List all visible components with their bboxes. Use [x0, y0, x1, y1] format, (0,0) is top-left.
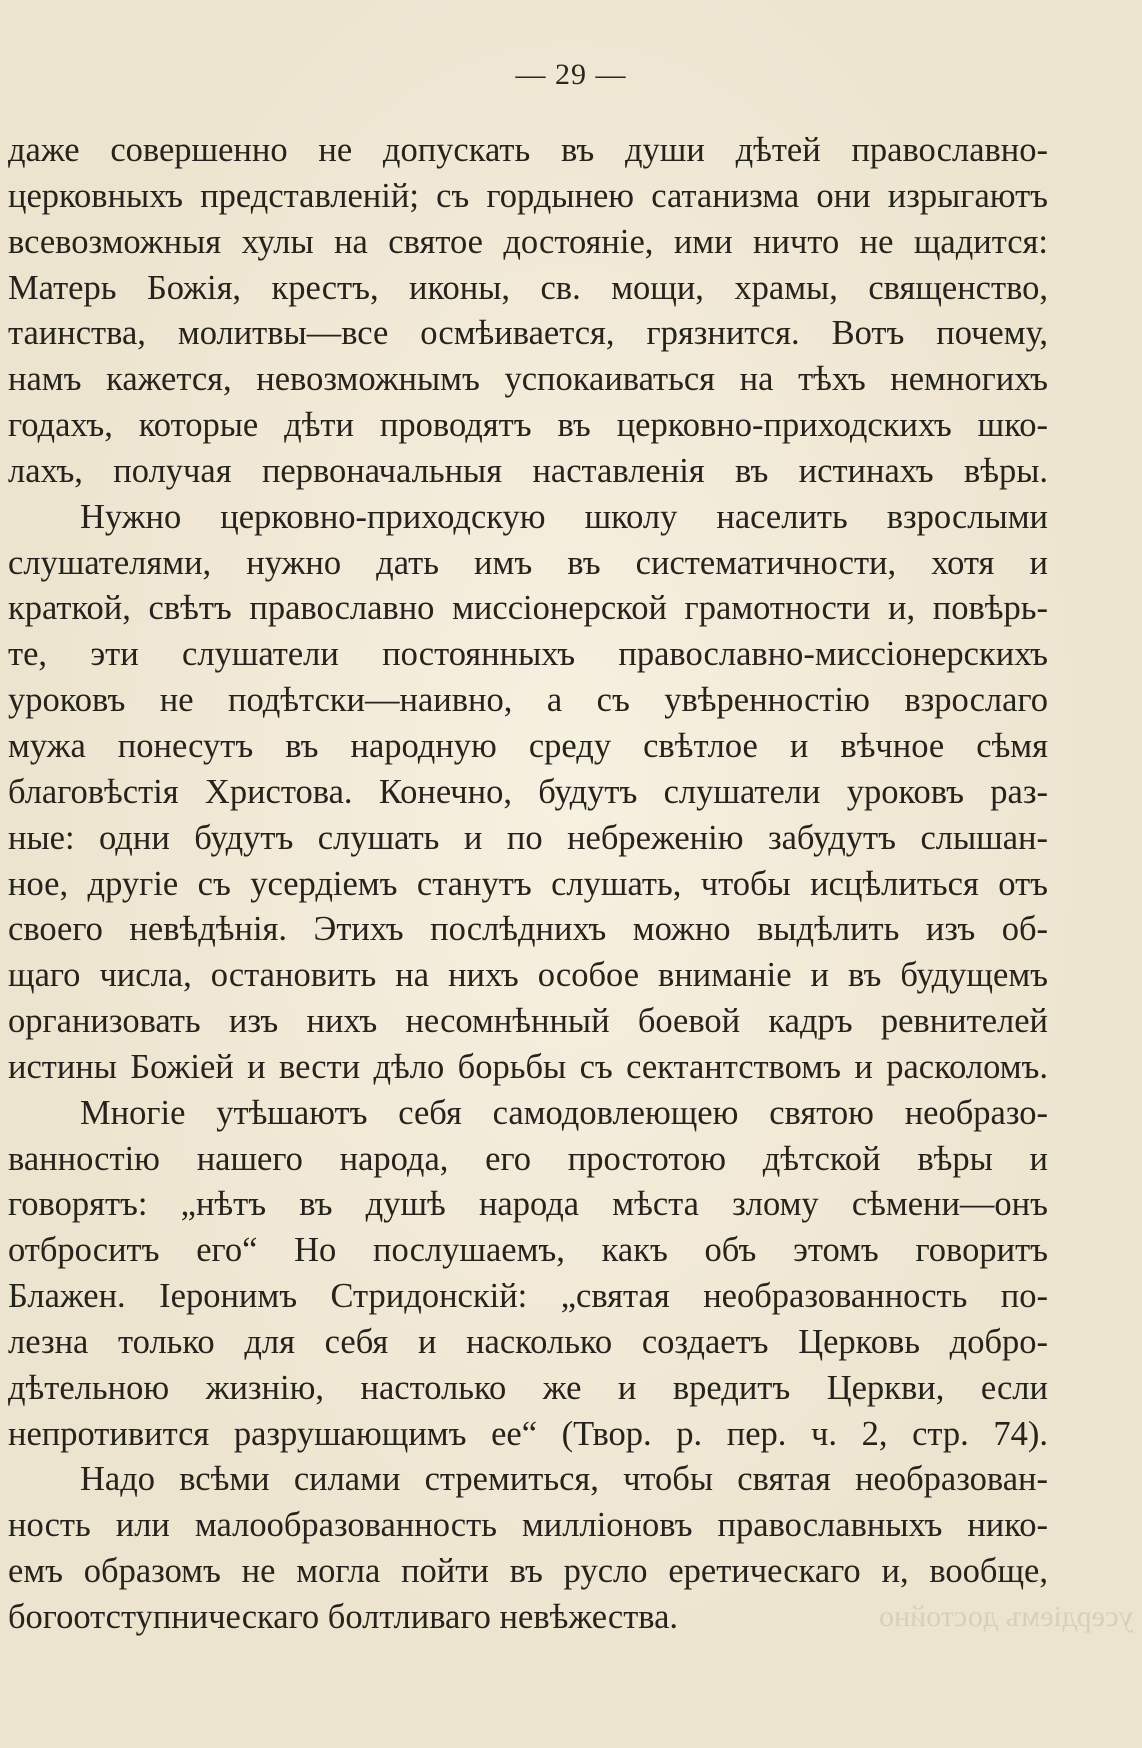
paragraph-3: [8, 1091, 1048, 1458]
text-line: емъ образомъ не могла пойти въ русло еретическаго и, вообще,: [8, 1552, 1048, 1591]
text-line: лезна только для себя и насколько создаетъ Церковь добро-: [8, 1322, 1048, 1361]
text-line: мужа понесутъ въ народную среду свѣтлое и вѣчное сѣмя: [8, 726, 1048, 765]
text-line: говорятъ: „нѣтъ въ душѣ народа мѣста злому сѣмени—онъ: [8, 1185, 1048, 1224]
text-line: Матерь Божія, крестъ, иконы, св. мощи, храмы, священство,: [8, 268, 1048, 307]
page-number: — 29 —: [515, 58, 627, 91]
text-line: истины Божіей и вести дѣло борьбы съ сектантствомъ и расколомъ.: [8, 1047, 1048, 1086]
text-line: краткой, свѣтъ православно миссіонерской грамотности и, повѣрь-: [8, 589, 1048, 628]
text-line: непротивится разрушающимъ ее“ (Твор. р. пер. ч. 2, стр. 74).: [8, 1414, 1048, 1453]
text-line: уроковъ не подѣтски—наивно, а съ увѣренностію взрослаго: [8, 681, 1048, 720]
paragraph-2: [8, 495, 1048, 1091]
text-line: щаго числа, остановить на нихъ особое вниманіе и въ будущемъ: [8, 956, 1048, 995]
text-line: Надо всѣми силами стремиться, чтобы святая необразован-: [80, 1460, 1048, 1499]
text-line: ное, другіе съ усердіемъ станутъ слушать, чтобы исцѣлиться отъ: [8, 864, 1048, 903]
paragraph-1: [8, 128, 1048, 495]
text-line: всевозможныя хулы на святое достояніе, ими ничто не щадится:: [8, 222, 1048, 261]
text-line: намъ кажется, невозможнымъ успокаиваться на тѣхъ немногихъ: [8, 360, 1048, 399]
text-line: даже совершенно не допускать въ души дѣтей православно-: [8, 131, 1048, 169]
text-line: церковныхъ представленій; съ гордынею сатанизма они изрыгаютъ: [8, 176, 1048, 215]
text-line: своего невѣдѣнія. Этихъ послѣднихъ можно выдѣлить изъ об-: [8, 910, 1048, 949]
text-line: ность или малообразованность милліоновъ православныхъ нико-: [8, 1506, 1048, 1545]
body-text: [8, 128, 1048, 1641]
text-line: ные: одни будутъ слушать и по небреженію забудутъ слышан-: [8, 818, 1048, 857]
text-line: Блажен. Іеронимъ Стридонскій: „святая необразованность по-: [8, 1277, 1048, 1316]
text-line: таинства, молитвы—все осмѣивается, грязнится. Вотъ почему,: [8, 314, 1048, 353]
text-line: организовать изъ нихъ несомнѣнный боевой кадръ ревнителей: [8, 1002, 1048, 1041]
text-line: лахъ, получая первоначальныя наставленія въ истинахъ вѣры.: [8, 451, 1048, 490]
text-line: слушателями, нужно дать имъ въ систематичности, хотя и: [8, 543, 1048, 582]
text-line: Нужно церковно-приходскую школу населить взрослыми: [80, 497, 1048, 536]
bleed-through-text: усердіемъ достойно: [879, 1600, 1134, 1633]
text-line: дѣтельною жизнію, настолько же и вредитъ Церкви, если: [8, 1368, 1048, 1407]
text-line: те, эти слушатели постоянныхъ православно-миссіонерскихъ: [8, 635, 1048, 674]
text-line: ванностію нашего народа, его простотою дѣтской вѣры и: [8, 1139, 1048, 1178]
text-line: Многіе утѣшаютъ себя самодовлеющею святою необразо-: [80, 1093, 1048, 1132]
text-line: годахъ, которые дѣти проводятъ въ церковно-приходскихъ шко-: [8, 406, 1048, 445]
text-line: богоотступническаго болтливаго невѣжества.: [8, 1598, 679, 1636]
text-line: благовѣстія Христова. Конечно, будутъ слушатели уроковъ раз-: [8, 772, 1048, 811]
text-line: отброситъ его“ Но послушаемъ, какъ объ этомъ говоритъ: [8, 1231, 1048, 1270]
